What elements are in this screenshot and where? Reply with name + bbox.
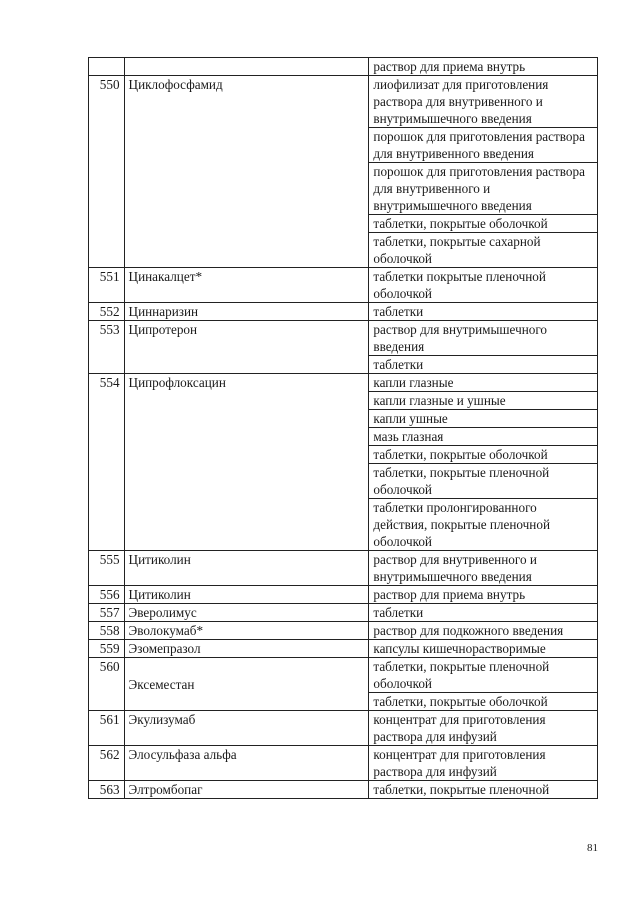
table-row: [89, 658, 598, 693]
table-row: [89, 303, 598, 321]
dosage-form: раствор для приема внутрь: [369, 58, 598, 76]
row-number: 561: [89, 711, 125, 746]
row-number: 557: [89, 604, 125, 622]
dosage-form: капли глазные: [369, 374, 598, 392]
row-number: 553: [89, 321, 125, 374]
row-number: 554: [89, 374, 125, 551]
row-number: 551: [89, 268, 125, 303]
table-row: [89, 640, 598, 658]
drug-name: Ципрофлоксацин: [124, 374, 369, 551]
dosage-form: раствор для подкожного введения: [369, 622, 598, 640]
dosage-form: концентрат для приготовления раствора для инфузий: [369, 746, 598, 781]
table-row: [89, 746, 598, 781]
drug-name: Цитиколин: [124, 586, 369, 604]
row-number: 558: [89, 622, 125, 640]
table-row: [89, 551, 598, 586]
dosage-form: раствор для приема внутрь: [369, 586, 598, 604]
page-number: 81: [587, 842, 598, 854]
drug-name: Элтромбопаг: [124, 781, 369, 799]
dosage-form: таблетки: [369, 604, 598, 622]
dosage-form: порошок для приготовления раствора для внутривенного введения: [369, 128, 598, 163]
dosage-form: таблетки: [369, 356, 598, 374]
dosage-form: таблетки, покрытые пленочной оболочкой: [369, 658, 598, 693]
table-row: [89, 604, 598, 622]
row-number: 560: [89, 658, 125, 711]
row-number: 552: [89, 303, 125, 321]
dosage-form: таблетки: [369, 303, 598, 321]
drug-name: Цинакалцет*: [124, 268, 369, 303]
table-row: [89, 781, 598, 799]
table-row: [89, 586, 598, 604]
dosage-form: капли глазные и ушные: [369, 392, 598, 410]
dosage-form: лиофилизат для приготовления раствора для внутривенного и внутримышечного введения: [369, 76, 598, 128]
dosage-form: таблетки, покрытые оболочкой: [369, 215, 598, 233]
row-number: 562: [89, 746, 125, 781]
dosage-form: мазь глазная: [369, 428, 598, 446]
dosage-form: порошок для приготовления раствора для внутривенного и внутримышечного введения: [369, 163, 598, 215]
dosage-form: концентрат для приготовления раствора для инфузий: [369, 711, 598, 746]
drug-name: Циклофосфамид: [124, 76, 369, 268]
drug-name: Элосульфаза альфа: [124, 746, 369, 781]
row-number: 563: [89, 781, 125, 799]
row-number: [89, 58, 125, 76]
drug-name: Эволокумаб*: [124, 622, 369, 640]
row-number: 550: [89, 76, 125, 268]
dosage-form: таблетки покрытые пленочной оболочкой: [369, 268, 598, 303]
drug-name: [124, 58, 369, 76]
dosage-form: таблетки, покрытые оболочкой: [369, 446, 598, 464]
dosage-form: таблетки, покрытые оболочкой: [369, 693, 598, 711]
drug-name: Циннаризин: [124, 303, 369, 321]
dosage-form: таблетки пролонгированного действия, покрытые пленочной оболочкой: [369, 499, 598, 551]
drug-name: Эзомепразол: [124, 640, 369, 658]
drug-name: Эксеместан: [124, 658, 369, 711]
table-row: [89, 321, 598, 356]
drug-name: Экулизумаб: [124, 711, 369, 746]
drug-list-body: [89, 58, 598, 799]
dosage-form: капсулы кишечнорастворимые: [369, 640, 598, 658]
drug-name: Ципротерон: [124, 321, 369, 374]
row-number: 559: [89, 640, 125, 658]
row-number: 555: [89, 551, 125, 586]
drug-list-table: [88, 57, 598, 799]
dosage-form: таблетки, покрытые пленочной: [369, 781, 598, 799]
dosage-form: раствор для внутримышечного введения: [369, 321, 598, 356]
row-number: 556: [89, 586, 125, 604]
table-row: [89, 374, 598, 392]
dosage-form: таблетки, покрытые пленочной оболочкой: [369, 464, 598, 499]
drug-name: Цитиколин: [124, 551, 369, 586]
dosage-form: раствор для внутривенного и внутримышечного введения: [369, 551, 598, 586]
table-row: [89, 711, 598, 746]
table-row: [89, 268, 598, 303]
table-row: [89, 76, 598, 128]
dosage-form: таблетки, покрытые сахарной оболочкой: [369, 233, 598, 268]
table-row: [89, 58, 598, 76]
table-row: [89, 622, 598, 640]
dosage-form: капли ушные: [369, 410, 598, 428]
drug-name: Эверолимус: [124, 604, 369, 622]
